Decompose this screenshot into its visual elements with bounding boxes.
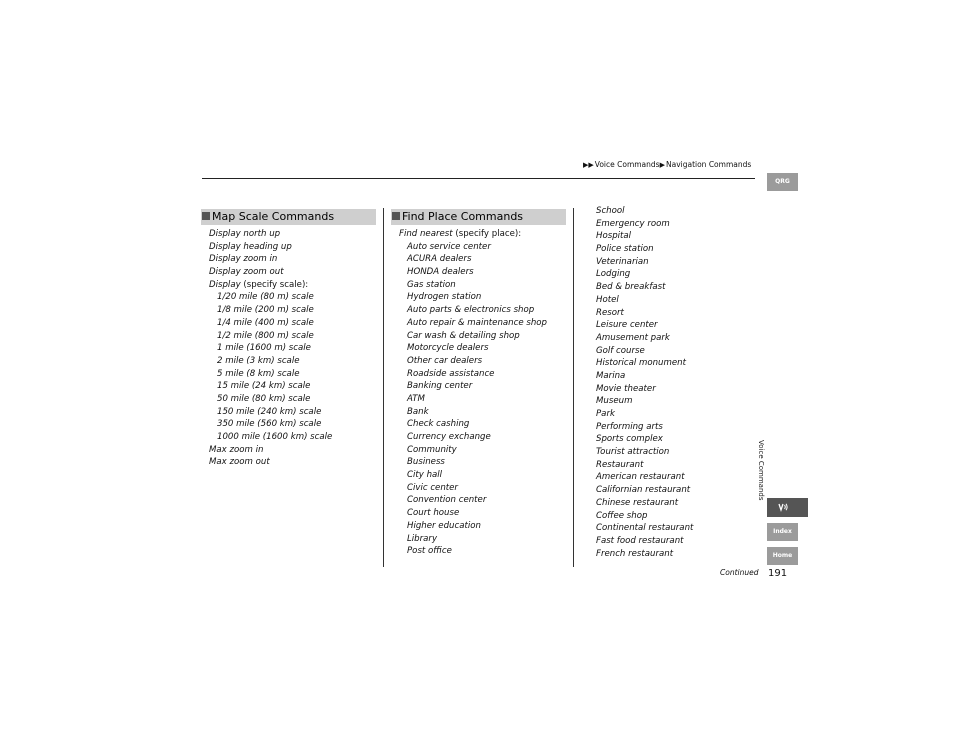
command-item [399,241,547,254]
command-item [596,383,693,396]
command-text: Convention center [407,495,487,506]
breadcrumb-separator-icon: ▶ [659,161,665,169]
command-item [596,510,693,523]
command-item [596,522,693,535]
breadcrumb-current: Navigation Commands [665,160,752,169]
command-item [209,418,332,431]
command-text: Auto parts & electronics shop [407,305,535,316]
command-text: 15 mile (24 km) scale [217,381,311,392]
command-text: Gas station [407,279,456,290]
command-item [596,421,693,434]
command-text: Banking center [407,381,473,392]
command-item [399,253,547,266]
command-text: 150 mile (240 km) scale [217,406,322,417]
command-item [209,456,332,469]
command-hint: (specify scale): [240,279,309,290]
section-square-icon [202,212,210,220]
section-heading-find-place [391,209,566,225]
command-text: Display north up [209,229,281,239]
command-text: 1 mile (1600 m) scale [217,343,311,354]
command-item [596,218,693,231]
command-item [209,228,332,241]
command-text: Hospital [596,231,632,242]
command-text: ACURA dealers [407,254,472,265]
command-item [596,433,693,446]
command-text: Display zoom out [209,267,284,278]
command-item [399,545,547,558]
command-text: 350 mile (560 km) scale [217,419,322,430]
command-item [596,268,693,281]
command-item [596,256,693,269]
command-text: Police station [596,244,654,255]
command-item [596,230,693,243]
top-divider [202,178,755,179]
command-text: Car wash & detailing shop [407,330,520,341]
command-text: Display [209,279,241,290]
command-text: Community [407,444,457,455]
command-text: Golf course [596,345,645,356]
command-item [209,355,332,368]
command-item [399,494,547,507]
section-title: Map Scale Commands [212,210,335,223]
command-item [399,444,547,457]
command-text: Bed & breakfast [596,282,666,293]
column-divider-2 [573,208,574,567]
command-text: Max zoom out [209,457,270,468]
command-item [209,266,332,279]
column-divider-1 [383,208,384,567]
command-item [399,342,547,355]
command-text: Civic center [407,482,458,493]
command-item [399,431,547,444]
command-item [399,228,547,241]
command-text: 1/2 mile (800 m) scale [217,330,314,341]
command-text: Chinese restaurant [596,497,679,508]
command-item [399,355,547,368]
command-item [399,520,547,533]
command-text: Museum [596,396,633,407]
command-text: Sports complex [596,434,663,445]
command-item [596,332,693,345]
command-item [399,317,547,330]
command-text: American restaurant [596,472,685,483]
command-item [209,304,332,317]
command-text: HONDA dealers [407,267,474,278]
command-text: 50 mile (80 km) scale [217,393,311,404]
command-item [596,471,693,484]
command-text: Hotel [596,294,619,305]
command-text: 1/8 mile (200 m) scale [217,305,314,316]
command-item [596,281,693,294]
command-item [399,368,547,381]
command-text: Auto repair & maintenance shop [407,317,547,328]
command-item [209,380,332,393]
command-text: ATM [407,393,425,404]
command-text: Historical monument [596,358,686,369]
command-text: Tourist attraction [596,447,670,458]
command-item [399,482,547,495]
command-item [596,319,693,332]
section-square-icon [392,212,400,220]
command-item [209,431,332,444]
command-item [399,418,547,431]
command-item [596,535,693,548]
command-text: Max zoom in [209,444,264,455]
command-text: Hydrogen station [407,292,482,303]
command-text: Other car dealers [407,355,483,366]
command-item [596,395,693,408]
command-item [399,380,547,393]
command-text: Court house [407,508,460,519]
command-text: Resort [596,307,624,318]
command-item [399,507,547,520]
command-text: Post office [407,546,452,557]
section-heading-map-scale [201,209,376,225]
command-item [209,279,332,292]
command-item [209,291,332,304]
command-text: Find nearest [399,229,453,239]
command-item [399,266,547,279]
command-text: Motorcycle dealers [407,343,489,354]
command-item [596,408,693,421]
find-place-command-list-continued [596,205,693,560]
page-number: 191 [768,568,788,579]
command-item [209,317,332,330]
command-text: Marina [596,370,626,381]
command-text: Lodging [596,269,631,280]
command-text: 1000 mile (1600 km) scale [217,432,333,442]
command-item [596,345,693,358]
qrg-button[interactable]: QRG [767,173,798,191]
command-text: School [596,206,625,216]
command-text: Roadside assistance [407,368,495,379]
command-text: 2 mile (3 km) scale [217,355,300,366]
command-item [209,444,332,457]
command-item [596,497,693,510]
command-item [209,406,332,419]
command-item [596,205,693,218]
command-item [209,342,332,355]
command-text: 1/4 mile (400 m) scale [217,317,314,328]
command-item [399,469,547,482]
command-item [596,307,693,320]
command-text: Display zoom in [209,254,278,265]
command-item [399,533,547,546]
command-item [209,253,332,266]
command-text: Movie theater [596,383,656,394]
command-text: Auto service center [407,241,491,252]
command-text: City hall [407,470,443,481]
voice-commands-tab-button[interactable] [767,498,808,517]
command-text: Performing arts [596,421,663,432]
command-text: Display heading up [209,241,292,252]
command-item [399,304,547,317]
index-button[interactable]: Index [767,523,798,541]
find-place-command-list [399,228,547,558]
command-text: Coffee shop [596,510,648,521]
command-text: Amusement park [596,332,670,343]
command-text: Library [407,533,438,544]
command-item [399,393,547,406]
command-item [399,279,547,292]
continued-label: Continued [720,568,759,577]
command-item [596,459,693,472]
command-text: Continental restaurant [596,523,694,534]
command-text: Californian restaurant [596,485,691,496]
command-item [596,446,693,459]
command-item [209,393,332,406]
command-item [596,357,693,370]
home-button[interactable]: Home [767,547,798,565]
command-text: Check cashing [407,419,470,430]
command-item [596,484,693,497]
breadcrumb-arrow-icon: ▶▶ [583,161,594,169]
command-item [209,241,332,254]
command-text: Currency exchange [407,432,491,442]
command-item [399,456,547,469]
command-text: French restaurant [596,548,674,559]
map-scale-command-list [209,228,332,469]
command-item [399,291,547,304]
section-title: Find Place Commands [402,210,524,223]
command-hint: (specify place): [452,229,522,239]
command-text: Park [596,409,615,419]
command-text: Restaurant [596,459,644,470]
command-text: 1/20 mile (80 m) scale [217,292,314,303]
command-text: Fast food restaurant [596,535,684,546]
command-item [209,330,332,343]
command-item [596,370,693,383]
voice-command-icon [776,500,790,514]
command-text: Bank [407,406,429,417]
command-text: Emergency room [596,218,670,229]
command-text: Business [407,457,445,468]
command-text: Leisure center [596,320,658,331]
command-item [596,243,693,256]
command-item [399,406,547,419]
command-item [596,548,693,561]
breadcrumb [583,160,751,169]
command-item [399,330,547,343]
command-item [209,368,332,381]
command-item [596,294,693,307]
breadcrumb-link-voice-commands[interactable]: Voice Commands [594,160,660,169]
command-text: 5 mile (8 km) scale [217,368,300,379]
command-text: Veterinarian [596,256,649,267]
command-text: Higher education [407,520,481,531]
